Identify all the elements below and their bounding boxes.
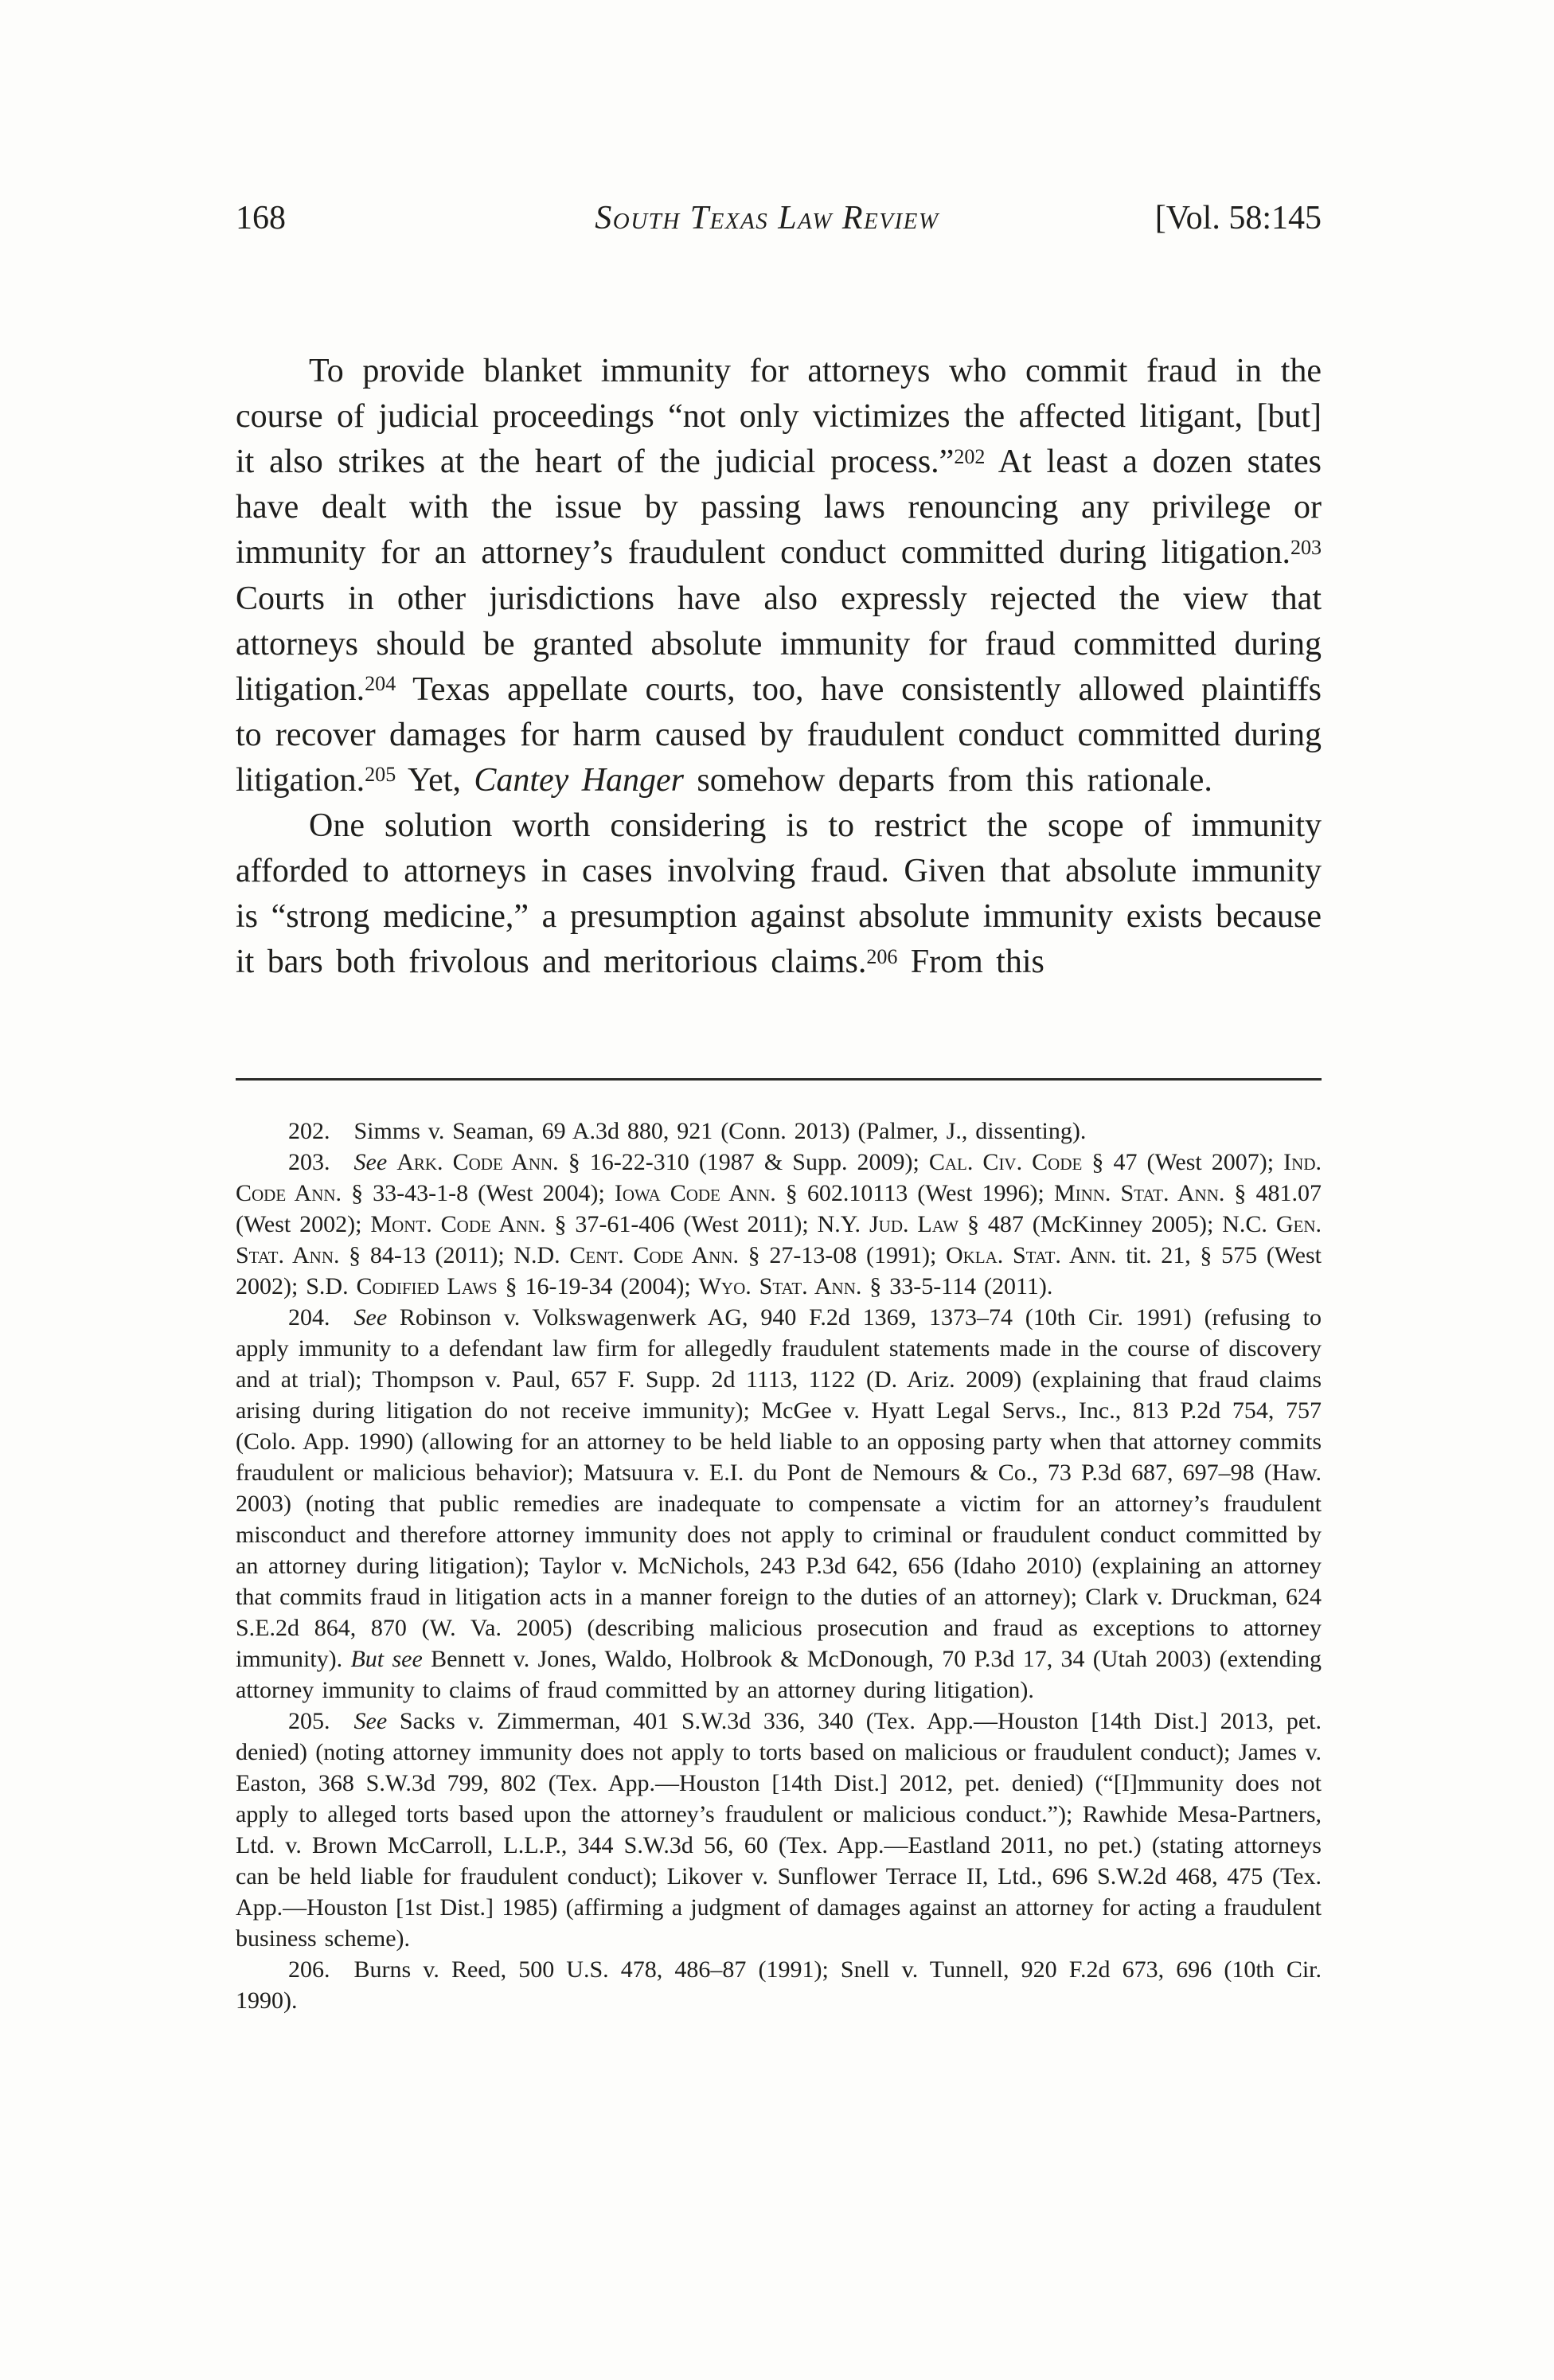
running-head [236, 199, 1322, 237]
footnote: 203. See Ark. Code Ann. § 16-22-310 (1987 & Supp. 2009); Cal. Civ. Code § 47 (West 2007); Ind. Code Ann. § 33-43-1-8 (West 2004); Iowa Code Ann. § 602.10113 (West 1996); Minn. Stat. Ann. § 481.07 (West 2002); Mont. Code Ann. § 37-61-406 (West 2011); N.Y. Jud. Law § 487 (McKinney 2005); N.C. Gen. Stat. Ann. § 84-13 (2011); N.D. Cent. Code Ann. § 27-13-08 (1991); Okla. Stat. Ann. tit. 21, § 575 (West 2002); S.D. Codified Laws § 16-19-34 (2004); Wyo. Stat. Ann. § 33-5-114 (2011). [236, 1148, 1322, 1299]
footnote: 204. See Robinson v. Volkswagenwerk AG, 940 F.2d 1369, 1373–74 (10th Cir. 1991) (refusing to apply immunity to a defendant law firm for allegedly fraudulent statements made in the course of discovery and at trial); Thompson v. Paul, 657 F. Supp. 2d 1113, 1122 (D. Ariz. 2009) (explaining that fraud claims arising during litigation do not receive immunity); McGee v. Hyatt Legal Servs., Inc., 813 P.2d 754, 757 (Colo. App. 1990) (allowing for an attorney to be held liable to an opposing party when that attorney commits fraudulent or malicious behavior); Matsuura v. E.I. du Pont de Nemours & Co., 73 P.3d 687, 697–98 (Haw. 2003) (noting that public remedies are inadequate to compensate a victim for an attorney’s fraudulent misconduct and therefore attorney immunity does not apply to criminal or fraudulent conduct committed by an attorney during litigation); Taylor v. McNichols, 243 P.3d 642, 656 (Idaho 2010) (explaining an attorney that commits fraud in litigation acts in a manner foreign to the duties of an attorney); Clark v. Druckman, 624 S.E.2d 864, 870 (W. Va. 2005) (describing malicious prosecution and fraud as exceptions to attorney immunity). But see Bennett v. Jones, Waldo, Holbrook & McDonough, 70 P.3d 17, 34 (Utah 2003) (extending attorney immunity to claims of fraud committed by an attorney during litigation). [236, 1303, 1322, 1703]
footnote: 205. See Sacks v. Zimmerman, 401 S.W.3d 336, 340 (Tex. App.—Houston [14th Dist.] 2013, pet. denied) (noting attorney immunity does not apply to torts based on malicious or fraudulent conduct); James v. Easton, 368 S.W.3d 799, 802 (Tex. App.—Houston [14th Dist.] 2012, pet. denied) (“[I]mmunity does not apply to alleged torts based upon the attorney’s fraudulent or malicious conduct.”); Rawhide Mesa-Partners, Ltd. v. Brown McCarroll, L.L.P., 344 S.W.3d 56, 60 (Tex. App.—Eastland 2011, no pet.) (stating attorneys can be held liable for fraudulent conduct); Likover v. Sunflower Terrace II, Ltd., 696 S.W.2d 468, 475 (Tex. App.—Houston [1st Dist.] 1985) (affirming a judgment of damages against an attorney for acting a fraudulent business scheme). [236, 1707, 1322, 1952]
footnote-list [236, 1116, 1322, 2016]
page-number: 168 [236, 200, 286, 236]
footnote: 206. Burns v. Reed, 500 U.S. 478, 486–87 (1991); Snell v. Tunnell, 920 F.2d 673, 696 (10th Cir. 1990). [236, 1956, 1322, 2014]
footnote: 202. Simms v. Seaman, 69 A.3d 880, 921 (Conn. 2013) (Palmer, J., dissenting). [288, 1117, 1087, 1144]
body-paragraph: To provide blanket immunity for attorneys who commit fraud in the course of judicial proceedings “not only victimizes the affected litigant, [but] it also strikes at the heart of the judicial process.”$^{202}$ At least a dozen states have dealt with the issue by passing laws renouncing any privilege or immunity for an attorney’s fraudulent conduct committed during litigation.$^{203}$ Courts in other jurisdictions have also expressly rejected the view that attorneys should be granted absolute immunity for fraud committed during litigation.$^{204}$ Texas appellate courts, too, have consistently allowed plaintiffs to recover damages for harm caused by fraudulent conduct committed during litigation.$^{205}$ Yet, Cantey Hanger somehow departs from this rationale. [236, 353, 1322, 799]
volume-info: [Vol. 58:145 [1154, 200, 1322, 236]
article-body [236, 349, 1322, 986]
footnote-block [236, 1078, 1322, 2016]
body-paragraph: One solution worth considering is to restrict the scope of immunity afforded to attorneys in cases involving fraud. Given that absolute immunity is “strong medicine,” a presumption against absolute immunity exists because it bars both frivolous and meritorious claims.$^{206}$ From this [236, 807, 1322, 981]
journal-title: South Texas Law Review [595, 200, 939, 236]
footnote-separator-rule [236, 1078, 1322, 1081]
